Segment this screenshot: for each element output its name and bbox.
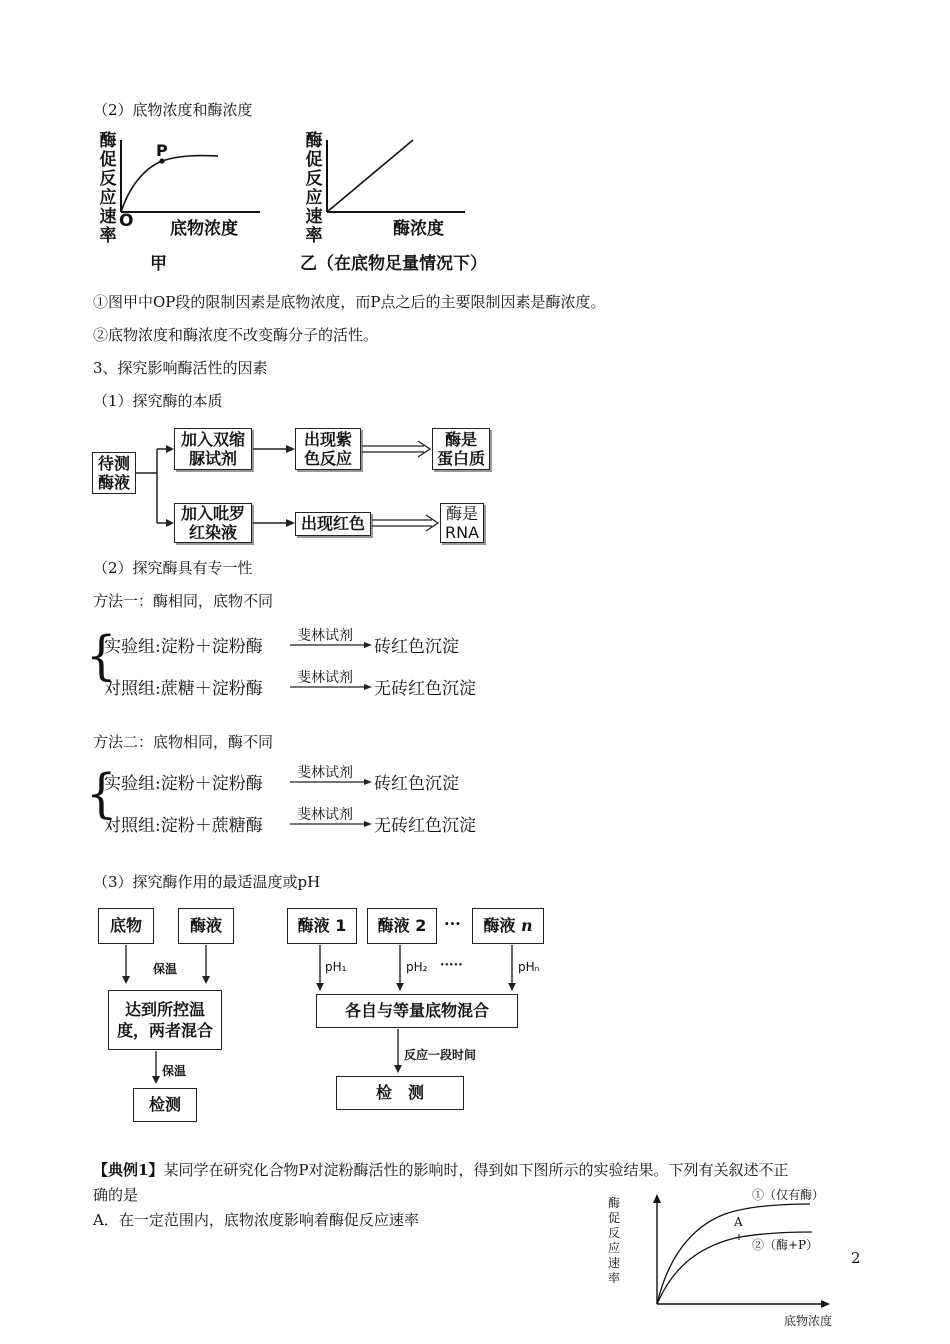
- box-detect-ph: 检 测: [336, 1076, 464, 1110]
- label-react-time: 反应一段时间: [404, 1048, 477, 1062]
- sub3-heading: （3）探究酶作用的最适温度或pH: [93, 873, 321, 891]
- enzyme-dots: ···: [444, 914, 461, 933]
- curve-1-label: ①（仅有酶）: [752, 1188, 825, 1202]
- point-1: ①图甲中OP段的限制因素是底物浓度，而P点之后的主要限制因素是酶浓度。: [93, 293, 606, 311]
- sub1-heading: （1）探究酶的本质: [93, 392, 223, 410]
- method1-row1-result: 砖红色沉淀: [374, 637, 459, 657]
- method2-row1-result: 砖红色沉淀: [374, 774, 459, 794]
- box-mix-at-temperature: 达到所控温 度，两者混合: [108, 990, 222, 1050]
- example-graph-x-label: 底物浓度: [784, 1314, 833, 1328]
- label-keep-warm-2: 保温: [162, 1064, 187, 1078]
- box-mix-substrate: 各自与等量底物混合: [316, 994, 518, 1028]
- method2-brace: {: [86, 763, 117, 825]
- method2-row1-reagent: 斐林试剂: [297, 765, 353, 781]
- box-enzyme-protein: 酶是 蛋白质: [432, 428, 490, 470]
- box-enzyme-rna: 酶是 RNA: [440, 503, 484, 543]
- graph-right-x-label: 酶浓度: [393, 219, 444, 239]
- graph-left-x-label: 底物浓度: [170, 219, 238, 239]
- example-line-1: 【典例1】某同学在研究化合物P对淀粉酶活性的影响时，得到如下图所示的实验结果。下列有关叙述不正: [93, 1161, 789, 1179]
- box-enzyme-1: 酶液 1: [287, 908, 357, 944]
- example-graph-y-label: 酶 促 反 应 速 率: [607, 1196, 620, 1285]
- label-phn: pHₙ: [518, 960, 540, 974]
- graph-left-point-p: P: [156, 141, 168, 160]
- method2-row1-left: 实验组:淀粉＋淀粉酶: [104, 774, 263, 794]
- example-line-2: 确的是: [93, 1186, 139, 1204]
- graph-left-y-label: 酶 促 反 应 速 率: [99, 131, 117, 246]
- method2-row2-reagent: 斐林试剂: [297, 807, 353, 823]
- graph-right-caption: 乙（在底物足量情况下）: [300, 254, 487, 274]
- graph-left-caption: 甲: [150, 254, 167, 274]
- method1-row1-reagent: 斐林试剂: [297, 628, 353, 644]
- graph-left-origin: O: [119, 211, 134, 231]
- method1-row2-result: 无砖红色沉淀: [374, 679, 476, 699]
- method2-row2-left: 对照组:淀粉＋蔗糖酶: [104, 816, 263, 836]
- point-2: ②底物浓度和酶浓度不改变酶分子的活性。: [93, 326, 379, 344]
- label-keep-warm-1: 保温: [153, 962, 178, 976]
- box-red-color: 出现红色: [295, 512, 371, 536]
- box-add-pyronin: 加入吡罗 红染液: [174, 503, 252, 543]
- label-ph2: pH₂: [406, 960, 428, 974]
- box-substrate: 底物: [98, 908, 154, 944]
- method1-brace: {: [86, 625, 117, 687]
- box-enzyme-liquid: 酶液: [178, 908, 234, 944]
- point-a-label: A: [734, 1215, 743, 1229]
- section-3-heading: 3、探究影响酶活性的因素: [93, 359, 268, 377]
- graph-right-y-label: 酶 促 反 应 速 率: [305, 131, 323, 246]
- label-ph1: pH₁: [325, 960, 347, 974]
- box-purple-reaction: 出现紫 色反应: [295, 428, 361, 470]
- method1-row2-left: 对照组:蔗糖＋淀粉酶: [104, 679, 263, 699]
- section-heading-substrate-enzyme: （2）底物浓度和酶浓度: [93, 101, 253, 119]
- box-detect-temp: 检测: [133, 1088, 197, 1122]
- method1-row2-reagent: 斐林试剂: [297, 670, 353, 686]
- box-enzyme-2: 酶液 2: [367, 908, 437, 944]
- method2-row2-result: 无砖红色沉淀: [374, 816, 476, 836]
- sub2-heading: （2）探究酶具有专一性: [93, 559, 253, 577]
- page-number: 2: [851, 1249, 861, 1267]
- curve-2-label: ②（酶+P）: [752, 1238, 819, 1252]
- box-test-enzyme: 待测 酶液: [92, 452, 136, 494]
- box-enzyme-n: 酶液 n: [472, 908, 544, 944]
- option-a: A．在一定范围内，底物浓度影响着酶促反应速率: [93, 1211, 419, 1229]
- method1-row1-left: 实验组:淀粉＋淀粉酶: [104, 637, 263, 657]
- ph-dots: ·····: [440, 958, 463, 973]
- method1-label: 方法一：酶相同，底物不同: [93, 592, 274, 610]
- box-add-biuret: 加入双缩 脲试剂: [174, 428, 252, 470]
- method2-label: 方法二：底物相同，酶不同: [93, 733, 274, 751]
